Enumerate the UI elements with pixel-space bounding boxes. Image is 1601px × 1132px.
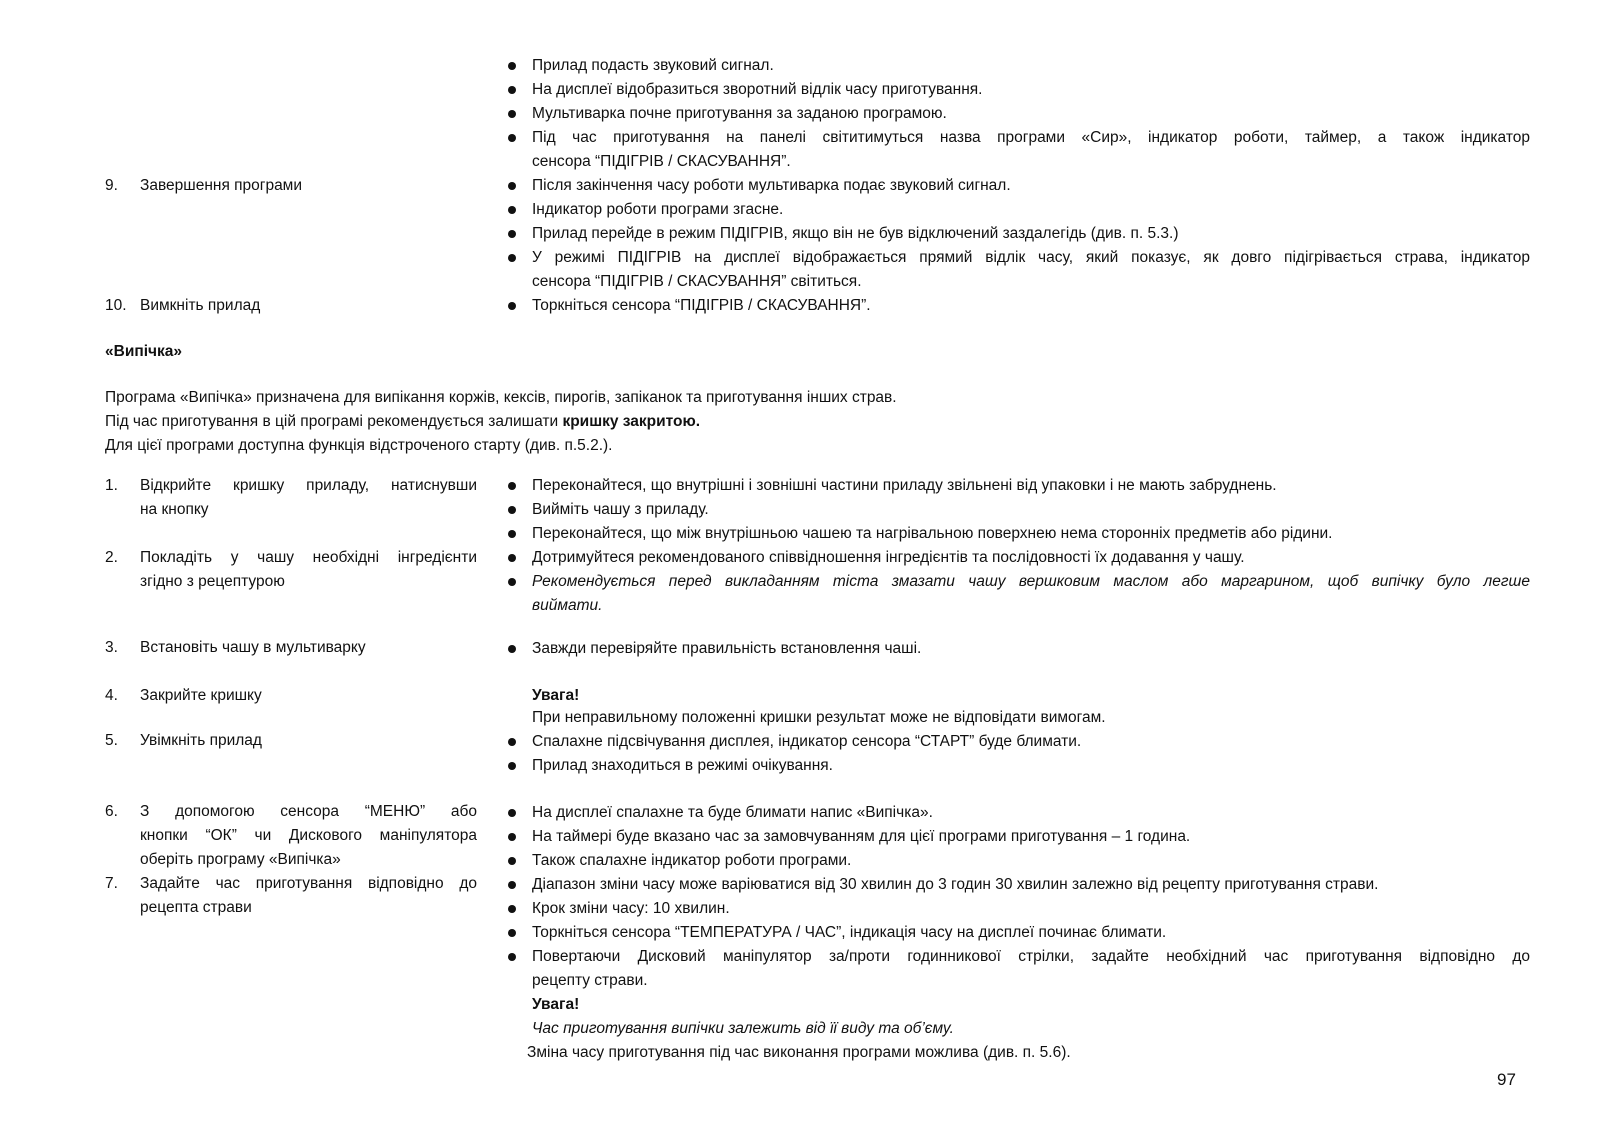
bullet-icon — [508, 833, 516, 841]
step-number: 5. — [105, 732, 118, 749]
list-item: Прилад подасть звуковий сигнал. — [532, 57, 774, 74]
step-number: 7. — [105, 875, 118, 892]
list-item: Також спалахне індикатор роботи програми. — [532, 852, 852, 869]
warning-text: При неправильному положенні кришки результат може не відповідати вимогам. — [532, 709, 1106, 726]
step-label: Вимкніть прилад — [140, 297, 261, 314]
warning-title: Увага! — [532, 996, 580, 1013]
list-item: Торкніться сенсора “ТЕМПЕРАТУРА / ЧАС”, індикація часу на дисплеї починає блимати. — [532, 924, 1167, 941]
page-number: 97 — [1497, 1070, 1516, 1089]
bullet-icon — [508, 554, 516, 562]
list-item-continued: сенсора “ПІДІГРІВ / СКАСУВАННЯ” світиться. — [532, 273, 862, 290]
list-item-continued: рецепту страви. — [532, 972, 648, 989]
list-item-continued: сенсора “ПІДІГРІВ / СКАСУВАННЯ”. — [532, 153, 791, 170]
step-number: 3. — [105, 639, 118, 656]
bullet-icon — [508, 762, 516, 770]
bullet-icon — [508, 905, 516, 913]
step-label-continued: рецепта страви — [140, 899, 252, 916]
bullet-icon — [508, 206, 516, 214]
intro-line: Для цієї програми доступна функція відстроченого старту (див. п.5.2.). — [105, 437, 613, 454]
list-item: Крок зміни часу: 10 хвилин. — [532, 900, 730, 917]
list-item: На дисплеї відобразиться зворотний відлік часу приготування. — [532, 81, 983, 98]
step-label: Закрийте кришку — [140, 687, 262, 704]
intro-text: Під час приготування в цій програмі рекомендується залишати — [105, 413, 563, 430]
list-item: Переконайтеся, що між внутрішньою чашею та нагрівальною поверхнею нема сторонніх предметів або рідини. — [532, 525, 1333, 542]
warning-title: Увага! — [532, 687, 580, 704]
list-item: Під час приготування на панелі світитимуться назва програми «Сир», індикатор роботи, таймер, а також індикатор — [532, 129, 1530, 146]
bullet-icon — [508, 645, 516, 653]
list-item: На дисплеї спалахне та буде блимати напис «Випічка». — [532, 804, 933, 821]
bullet-icon — [508, 86, 516, 94]
step-label-continued: кнопки “ОК” чи Дискового маніпулятора — [140, 827, 477, 844]
warning-text: Час приготування випічки залежить від її виду та об’єму. — [532, 1020, 954, 1037]
section-heading: «Випічка» — [105, 343, 183, 360]
list-item: Переконайтеся, що внутрішні і зовнішні частини приладу звільнені від упаковки і не мають забруднень. — [532, 477, 1277, 494]
step-number: 1. — [105, 477, 118, 494]
list-item: Вийміть чашу з приладу. — [532, 501, 709, 518]
bullet-icon — [508, 230, 516, 238]
step-number: 10. — [105, 297, 127, 314]
bullet-icon — [508, 530, 516, 538]
bullet-icon — [508, 809, 516, 817]
step-label: Встановіть чашу в мультиварку — [140, 639, 366, 656]
list-item: Повертаючи Дисковий маніпулятор за/проти годинникової стрілки, задайте необхідний час приготування відповідно до — [532, 948, 1530, 965]
bullet-icon — [508, 929, 516, 937]
step-number: 2. — [105, 549, 118, 566]
list-item: У режимі ПІДІГРІВ на дисплеї відображається прямий відлік часу, який показує, як довго підігрівається страва, індикатор — [532, 249, 1530, 266]
list-item: Мультиварка почне приготування за заданою програмою. — [532, 105, 947, 122]
step-label: Відкрийте кришку приладу, натиснувши — [140, 477, 477, 494]
bullet-icon — [508, 110, 516, 118]
bullet-icon — [508, 182, 516, 190]
list-item: Діапазон зміни часу може варіюватися від 30 хвилин до 3 годин 30 хвилин залежно від рецепту приготування страви. — [532, 876, 1379, 893]
list-item: Після закінчення часу роботи мультиварка подає звуковий сигнал. — [532, 177, 1011, 194]
step-number: 4. — [105, 687, 118, 704]
bullet-icon — [508, 134, 516, 142]
bullet-icon — [508, 506, 516, 514]
bullet-icon — [508, 254, 516, 262]
bullet-icon — [508, 881, 516, 889]
list-item: Завжди перевіряйте правильність встановлення чаші. — [532, 640, 922, 657]
list-item: На таймері буде вказано час за замовчуванням для цієї програми приготування – 1 година. — [532, 828, 1191, 845]
step-label-continued: згідно з рецептурою — [140, 573, 285, 590]
list-item: Прилад перейде в режим ПІДІГРІВ, якщо він не був відключений заздалегідь (див. п. 5.3.) — [532, 225, 1179, 242]
list-item-continued: виймати. — [532, 597, 603, 614]
list-item: Індикатор роботи програми згасне. — [532, 201, 784, 218]
intro-line: Програма «Випічка» призначена для випікання коржів, кексів, пирогів, запіканок та приготування інших страв. — [105, 389, 897, 406]
bullet-icon — [508, 953, 516, 961]
step-label: З допомогою сенсора “МЕНЮ” або — [140, 803, 477, 820]
intro-line — [105, 410, 700, 434]
list-item-italic: Рекомендується перед викладанням тіста змазати чашу вершковим маслом або маргарином, щоб випічку було легше — [532, 573, 1530, 590]
bullet-icon — [508, 302, 516, 310]
intro-emphasis: кришку закритою. — [562, 413, 701, 430]
bullet-icon — [508, 482, 516, 490]
step-label: Увімкніть прилад — [140, 732, 262, 749]
step-label: Покладіть у чашу необхідні інгредієнти — [140, 549, 477, 566]
list-item: Дотримуйтеся рекомендованого співвідношення інгредієнтів та послідовності їх додавання у чашу. — [532, 549, 1245, 566]
bullet-icon — [508, 578, 516, 586]
list-item: Прилад знаходиться в режимі очікування. — [532, 757, 833, 774]
step-label: Завершення програми — [140, 177, 303, 194]
step-label-continued: на кнопку — [140, 501, 209, 518]
list-item: Торкніться сенсора “ПІДІГРІВ / СКАСУВАННЯ”. — [532, 297, 871, 314]
step-label: Задайте час приготування відповідно до — [140, 875, 477, 892]
step-label-continued: оберіть програму «Випічка» — [140, 851, 341, 868]
bullet-icon — [508, 62, 516, 70]
step-number: 6. — [105, 803, 118, 820]
step-number: 9. — [105, 177, 118, 194]
bullet-icon — [508, 738, 516, 746]
note-text: Зміна часу приготування під час виконання програми можлива (див. п. 5.6). — [527, 1044, 1071, 1061]
bullet-icon — [508, 857, 516, 865]
list-item: Спалахне підсвічування дисплея, індикатор сенсора “СТАРТ” буде блимати. — [532, 733, 1082, 750]
